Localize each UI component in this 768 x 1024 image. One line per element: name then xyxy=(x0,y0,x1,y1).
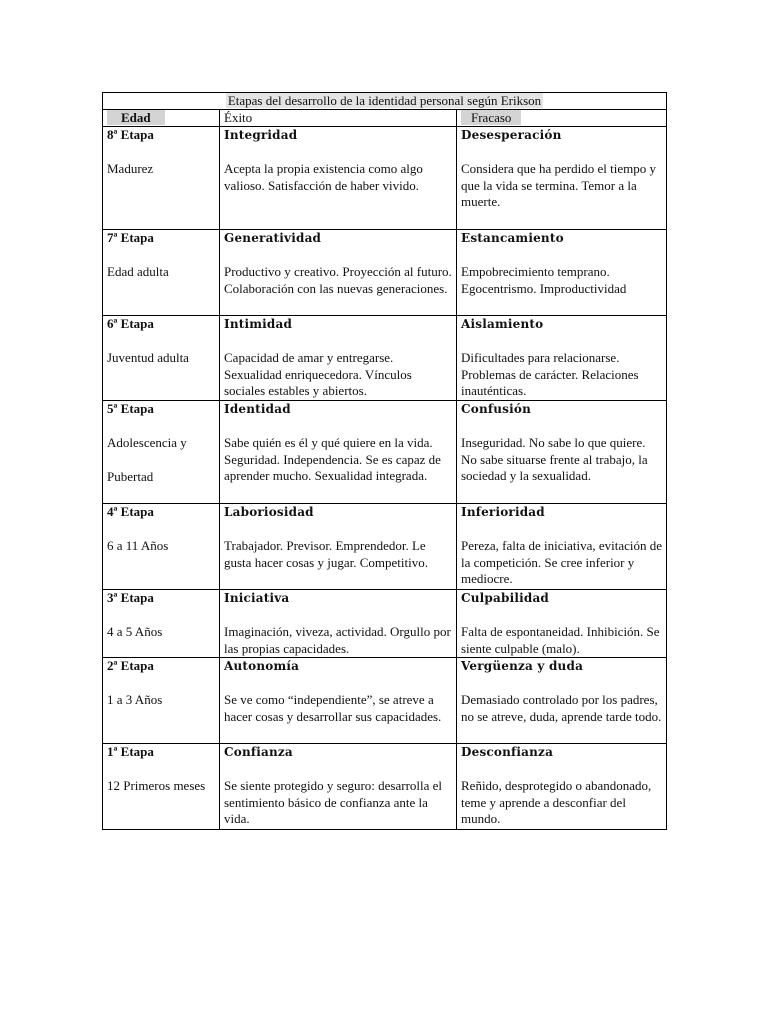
header-edad: Edad xyxy=(103,110,220,127)
stage-label: 3ª Etapa xyxy=(107,590,154,605)
table-row xyxy=(103,504,667,590)
age-label: Adolescencia y xyxy=(107,435,187,450)
erikson-stages-table xyxy=(102,92,667,830)
success-heading: Laboriosidad xyxy=(224,505,314,519)
failure-description: Demasiado controlado por los padres, no se atreve, duda, aprende tarde todo. xyxy=(461,692,662,724)
age-cell xyxy=(103,127,220,230)
success-description: Capacidad de amar y entregarse. Sexualidad enriquecedora. Vínculos sociales estables y abiertos. xyxy=(224,350,412,398)
stage-label: 2ª Etapa xyxy=(107,658,154,673)
age-cell xyxy=(103,590,220,658)
failure-description: Falta de espontaneidad. Inhibición. Se siente culpable (malo). xyxy=(461,624,660,656)
table-row xyxy=(103,658,667,744)
failure-cell xyxy=(457,658,667,744)
table-title-cell xyxy=(103,93,667,110)
success-heading: Autonomía xyxy=(224,659,300,673)
success-description: Se ve como “independiente”, se atreve a hacer cosas y desarrollar sus capacidades. xyxy=(224,692,442,724)
age-label: Edad adulta xyxy=(107,264,169,279)
success-heading: Iniciativa xyxy=(224,591,290,605)
table-row xyxy=(103,590,667,658)
stage-label: 7ª Etapa xyxy=(107,230,154,245)
table-row xyxy=(103,744,667,830)
success-heading: Identidad xyxy=(224,402,291,416)
age-label: 12 Primeros meses xyxy=(107,778,206,793)
table-row xyxy=(103,127,667,230)
failure-description: Pereza, falta de iniciativa, evitación de la competición. Se cree inferior y mediocre. xyxy=(461,538,663,586)
stage-label: 8ª Etapa xyxy=(107,127,154,142)
failure-heading: Estancamiento xyxy=(461,231,564,245)
failure-heading: Aislamiento xyxy=(461,317,544,331)
success-description: Acepta la propia existencia como algo valioso. Satisfacción de haber vivido. xyxy=(224,161,423,193)
failure-cell xyxy=(457,401,667,504)
success-cell xyxy=(220,504,457,590)
success-cell xyxy=(220,401,457,504)
age-label: Madurez xyxy=(107,161,154,176)
failure-description: Reñido, desprotegido o abandonado, teme y aprende a desconfiar del mundo. xyxy=(461,778,652,826)
failure-description: Considera que ha perdido el tiempo y que la vida se termina. Temor a la muerte. xyxy=(461,161,656,209)
success-cell xyxy=(220,127,457,230)
failure-cell xyxy=(457,590,667,658)
success-heading: Confianza xyxy=(224,745,293,759)
failure-heading: Vergüenza y duda xyxy=(461,659,584,673)
age-label: 4 a 5 Años xyxy=(107,624,163,639)
stage-label: 5ª Etapa xyxy=(107,401,154,416)
success-cell xyxy=(220,744,457,830)
age-cell xyxy=(103,401,220,504)
header-fracaso: Fracaso xyxy=(457,110,667,127)
success-description: Productivo y creativo. Proyección al futuro. Colaboración con las nuevas generaciones. xyxy=(224,264,452,296)
failure-heading: Desconfianza xyxy=(461,745,554,759)
failure-description: Inseguridad. No sabe lo que quiere. No sabe situarse frente al trabajo, la sociedad y la sexualidad. xyxy=(461,435,648,483)
success-cell xyxy=(220,316,457,401)
success-heading: Generatividad xyxy=(224,231,322,245)
age-cell xyxy=(103,316,220,401)
age-cell xyxy=(103,504,220,590)
success-heading: Intimidad xyxy=(224,317,293,331)
failure-description: Empobrecimiento temprano. Egocentrismo. Improductividad xyxy=(461,264,627,296)
failure-cell xyxy=(457,230,667,316)
failure-cell xyxy=(457,316,667,401)
age-cell xyxy=(103,744,220,830)
age-cell xyxy=(103,230,220,316)
failure-heading: Desesperación xyxy=(461,128,562,142)
failure-cell xyxy=(457,504,667,590)
header-exito: Éxito xyxy=(220,110,457,127)
success-cell xyxy=(220,658,457,744)
header-row xyxy=(103,110,667,127)
stage-label: 6ª Etapa xyxy=(107,316,154,331)
stage-label: 1ª Etapa xyxy=(107,744,154,759)
table-row xyxy=(103,316,667,401)
failure-heading: Confusión xyxy=(461,402,532,416)
success-description: Sabe quién es él y qué quiere en la vida. Seguridad. Independencia. Se es capaz de aprender mucho. Sexualidad integrada. xyxy=(224,435,441,483)
age-cell xyxy=(103,658,220,744)
failure-description: Dificultades para relacionarse. Problemas de carácter. Relaciones inauténticas. xyxy=(461,350,639,398)
age-label: 1 a 3 Años xyxy=(107,692,163,707)
age-label: 6 a 11 Años xyxy=(107,538,169,553)
table-title: Etapas del desarrollo de la identidad personal según Erikson xyxy=(227,93,542,108)
table-row xyxy=(103,230,667,316)
success-description: Se siente protegido y seguro: desarrolla el sentimiento básico de confianza ante la vida. xyxy=(224,778,443,826)
success-heading: Integridad xyxy=(224,128,298,142)
failure-cell xyxy=(457,127,667,230)
stage-label: 4ª Etapa xyxy=(107,504,154,519)
failure-cell xyxy=(457,744,667,830)
age-label: Pubertad xyxy=(107,468,154,484)
success-description: Trabajador. Previsor. Emprendedor. Le gusta hacer cosas y jugar. Competitivo. xyxy=(224,538,428,570)
age-label: Juventud adulta xyxy=(107,350,189,365)
success-cell xyxy=(220,230,457,316)
success-description: Imaginación, viveza, actividad. Orgullo por las propias capacidades. xyxy=(224,624,451,656)
success-cell xyxy=(220,590,457,658)
table-row xyxy=(103,401,667,504)
failure-heading: Inferioridad xyxy=(461,505,545,519)
failure-heading: Culpabilidad xyxy=(461,591,550,605)
